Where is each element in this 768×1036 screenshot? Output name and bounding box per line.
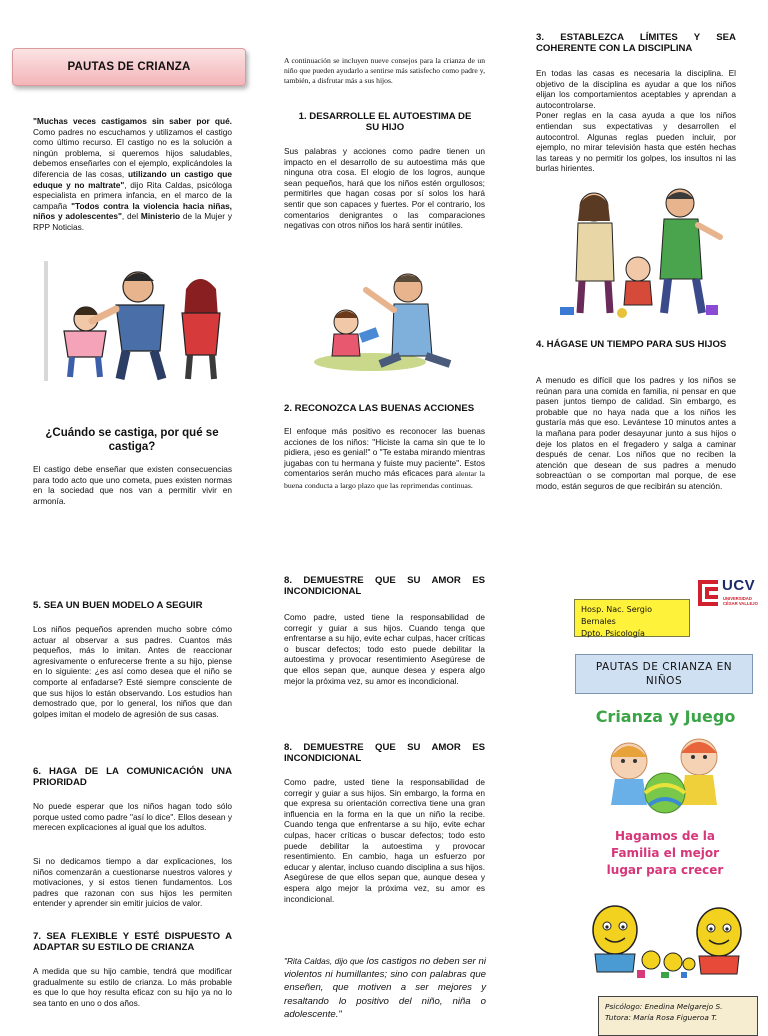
ucv-logo-sub2: CÉSAR VALLEJO: [723, 601, 758, 606]
intro-bold-run: "Muchas veces castigamos sin saber por qué.: [33, 116, 232, 126]
section-4-title: 4. HÁGASE UN TIEMPO PARA SUS HIJOS: [536, 339, 727, 350]
section-1-title: 1. DESARROLLE EL AUTOESTIMA DE SU HIJO: [298, 111, 472, 133]
intro-bold-run: Ministerio: [140, 211, 181, 222]
cartoon-kids-illustration: [577, 902, 754, 980]
section-8a-title: 8. DEMUESTRE QUE SU AMOR ES INCONDICIONAL: [284, 575, 485, 597]
rita-caldas-quote: [284, 955, 486, 1021]
quote-text: los castigos no deben ser ni violentos ni humillantes; sino con palabras que enseñen, que motiven a ser mejores y resaltando lo positivo del niño, niña o adolescente.": [284, 956, 486, 1020]
section-3-title: 3. ESTABLEZCA LÍMITES Y SEA COHERENTE CON LA DISCIPLINA: [536, 32, 736, 54]
crianza-card: [577, 703, 754, 821]
section-8b-text: Como padre, usted tiene la responsabilidad de corregir y guiar a sus hijos. Sin embargo, la forma en que expresa su orientación correctiva tiene una gran influencia en la forma en la que un niño la recibe. Cuando tenga que enfrentarse a su hijo, evite echar culpas, hacer críticas o buscar defectos; todo esto puede debilitar la autoestima y provocar resentimiento. En cambio, haga un esfuerzo por educar y alentar, incluso cuando disciplina a sus hijos. Asegúrese de que ellos sepan que, aunque desea y espera algo mejor la próxima vez, su amor es incondicional.: [284, 777, 485, 904]
banner-title: PAUTAS DE CRIANZA: [67, 61, 191, 73]
intro-bold-run: utilizando un castigo que eduque y no maltrate": [33, 168, 232, 190]
intro-text-run: , dijo Rita Caldas, psicóloga especialista en primera infancia, en el marco de la campaña: [33, 179, 232, 211]
section-5-title: 5. SEA UN BUEN MODELO A SEGUIR: [33, 600, 203, 611]
section-8b-title: 8. DEMUESTRE QUE SU AMOR ES INCONDICIONAL: [284, 742, 485, 764]
section-2-text-b: alentar la buena conducta a largo plazo que las reprimendas continuas.: [284, 469, 485, 490]
section-7-text: A medida que su hijo cambie, tendrá que modificar gradualmente su estilo de crianza. Lo más probable es que lo que hoy resulta eficaz con su hijo ya no lo sea tanto en uno o dos años.: [33, 966, 232, 1008]
parents-punishing-child-illustration: [36, 259, 232, 385]
credits-box: [598, 996, 758, 1036]
family-slogan: Hagamos de la Familia el mejor lugar para crecer: [606, 829, 724, 877]
cover-title: PAUTAS DE CRIANZA EN NIÑOS: [595, 661, 733, 687]
question-title: ¿Cuándo se castiga, por qué se castiga?: [45, 427, 219, 453]
section-5-text: Los niños pequeños aprenden mucho sobre cómo actuar al observar a sus padres. Cuantos más pequeños, más lo imitan. Antes de reaccionar agresivamente o enfurecerse frente a su hijo, piense en lo siguiente: ¿es así como desea que el niño se comporte al enfadarse? Esté siempre consciente de que sus hijos lo están observando. Los estudios han demostrado que, por lo general, los niños que dan golpes imitan el modelo de agresión de sus casas.: [33, 624, 232, 719]
section-2-text: [284, 426, 485, 492]
ucv-logo-mark: [696, 578, 720, 608]
cover-title-box: [575, 654, 753, 694]
section-6-title: 6. HAGA DE LA COMUNICACIÓN UNA PRIORIDAD: [33, 766, 232, 788]
section-1-text: Sus palabras y acciones como padre tienen un impacto en el desarrollo de su autoestima más que ninguna otra cosa. El elogio de los logros, aunque sean pequeños, hará que los niños estén orgullosos; permitirles que hagan cosas por sí solos los hará sentir que son capaces y fuertes. Por el contrario, los comentarios denigrantes o las comparaciones negativas con otros niños los hará sentir inútiles.: [284, 146, 485, 231]
intro-text-run: , del: [121, 211, 141, 222]
ucv-logo-text: UCV: [722, 577, 756, 594]
parents-arguing-child-illustration: [556, 181, 724, 321]
question-text: El castigo debe enseñar que existen consecuencias para todo acto que uno cometa, pues existen normas en la sociedad que nos van a permitir vivir en armonía.: [33, 464, 232, 506]
section-4-text: A menudo es difícil que los padres y los niños se reúnan para una comida en familia, ni pensar en que pasen juntos tiempo de calidad. Sin embargo, es probable que no haya nada que a los niños les gustaría más que eso. Levántese 10 minutos antes a la mañana para poder desayunar junto a sus hijos o deje los platos en el fregadero y salga a caminar después de cenar. Los niños que no reciben la atención que desean de sus padres a menudo sobreactúan o se comportan mal porque, de ese modo, están seguros de que recibirán su atención.: [536, 375, 736, 491]
crianza-title: Crianza y Juego: [595, 707, 736, 726]
hospital-box: [574, 599, 690, 637]
section-8a-text: Como padre, usted tiene la responsabilidad de corregir y guiar a sus hijos. Cuando tenga que enfrentarse a su hijo, evite echar culpas, hacer críticas o buscar defectos; todo esto puede debilitar la autoestima y provocar resentimiento Asegúrese de que ellos sepan que, aunque desea y espera algo mejor la próxima vez, su amor es incondicional.: [284, 612, 485, 686]
department-name: Dpto. Psicología: [581, 629, 645, 638]
section-7-title: 7. SEA FLEXIBLE Y ESTÉ DISPUESTO A ADAPTAR SU ESTILO DE CRIANZA: [33, 931, 232, 953]
section-2-title: 2. RECONOZCA LAS BUENAS ACCIONES: [284, 403, 475, 414]
ucv-logo: [696, 576, 758, 616]
section-2-text-a: El enfoque más positivo es reconocer las buenas acciones de los niños: "Hiciste la cama sin que te lo pidiera, ¡eso es genial!" o "Te estaba mirando mientras jugabas con tu hermana y fuiste muy paciente". Estos comentarios serán mucho más eficaces para: [284, 426, 485, 479]
title-banner: [12, 48, 246, 86]
ucv-logo-sub1: UNIVERSIDAD: [723, 596, 752, 601]
intro-bold-run: "Todos contra la violencia hacia niñas, niños y adolescentes": [33, 200, 232, 222]
credits-tutor: Tutora: María Rosa Figueroa T.: [605, 1013, 718, 1022]
hospital-name: Hosp. Nac. Sergio Bernales: [581, 605, 652, 626]
tips-intro: A continuación se incluyen nueve consejos para la crianza de un niño que pueden ayudarlo a sentirse más satisfecho como padre y, también, a disfrutar más a sus hijos.: [284, 56, 485, 85]
intro-text-run: Como padres no escuchamos y utilizamos el castigo como último recurso. El castigo no es la solución a ningún problema, si queremos hijos saludables, debemos enseñarles con el ejemplo, explicándoles la diferencia de las cosas,: [33, 126, 232, 179]
quote-lead: "Rita Caldas, dijo que: [284, 956, 364, 966]
children-playing-ball-illustration: [585, 727, 745, 819]
father-praising-child-illustration: [300, 260, 476, 378]
credits-psychologist: Psicólogo: Enedina Melgarejo S.: [605, 1002, 723, 1011]
intro-text-run: de la Mujer y RPP Noticias.: [33, 211, 232, 232]
intro-paragraph: [33, 116, 232, 233]
section-6-text-2: Si no dedicamos tiempo a dar explicaciones, los niños comenzarán a cuestionarse nuestros valores y motivaciones, y si estos tienen fundamentos. Los padres que razonan con sus hijos les permiten entender y aprender sin emitir juicios de valor.: [33, 856, 232, 909]
section-3-text: En todas las casas es necesaria la disciplina. El objetivo de la disciplina es ayudar a que los niños elijan los comportamientos aceptables y aprendan a autocontrolarse. Poner reglas en la casa ayuda a que los niños entiendan sus expectativas y desarrollen el autocontrol. Algunas reglas pueden incluir, por ejemplo, no mirar televisión hasta que estén hechas las tareas y no permitir los golpes, los insultos ni las burlas hirientes.: [536, 68, 736, 174]
section-6-text-1: No puede esperar que los niños hagan todo sólo porque usted como padre "así lo dice". Ellos desean y merecen explicaciones al igual que los adultos.: [33, 801, 232, 833]
